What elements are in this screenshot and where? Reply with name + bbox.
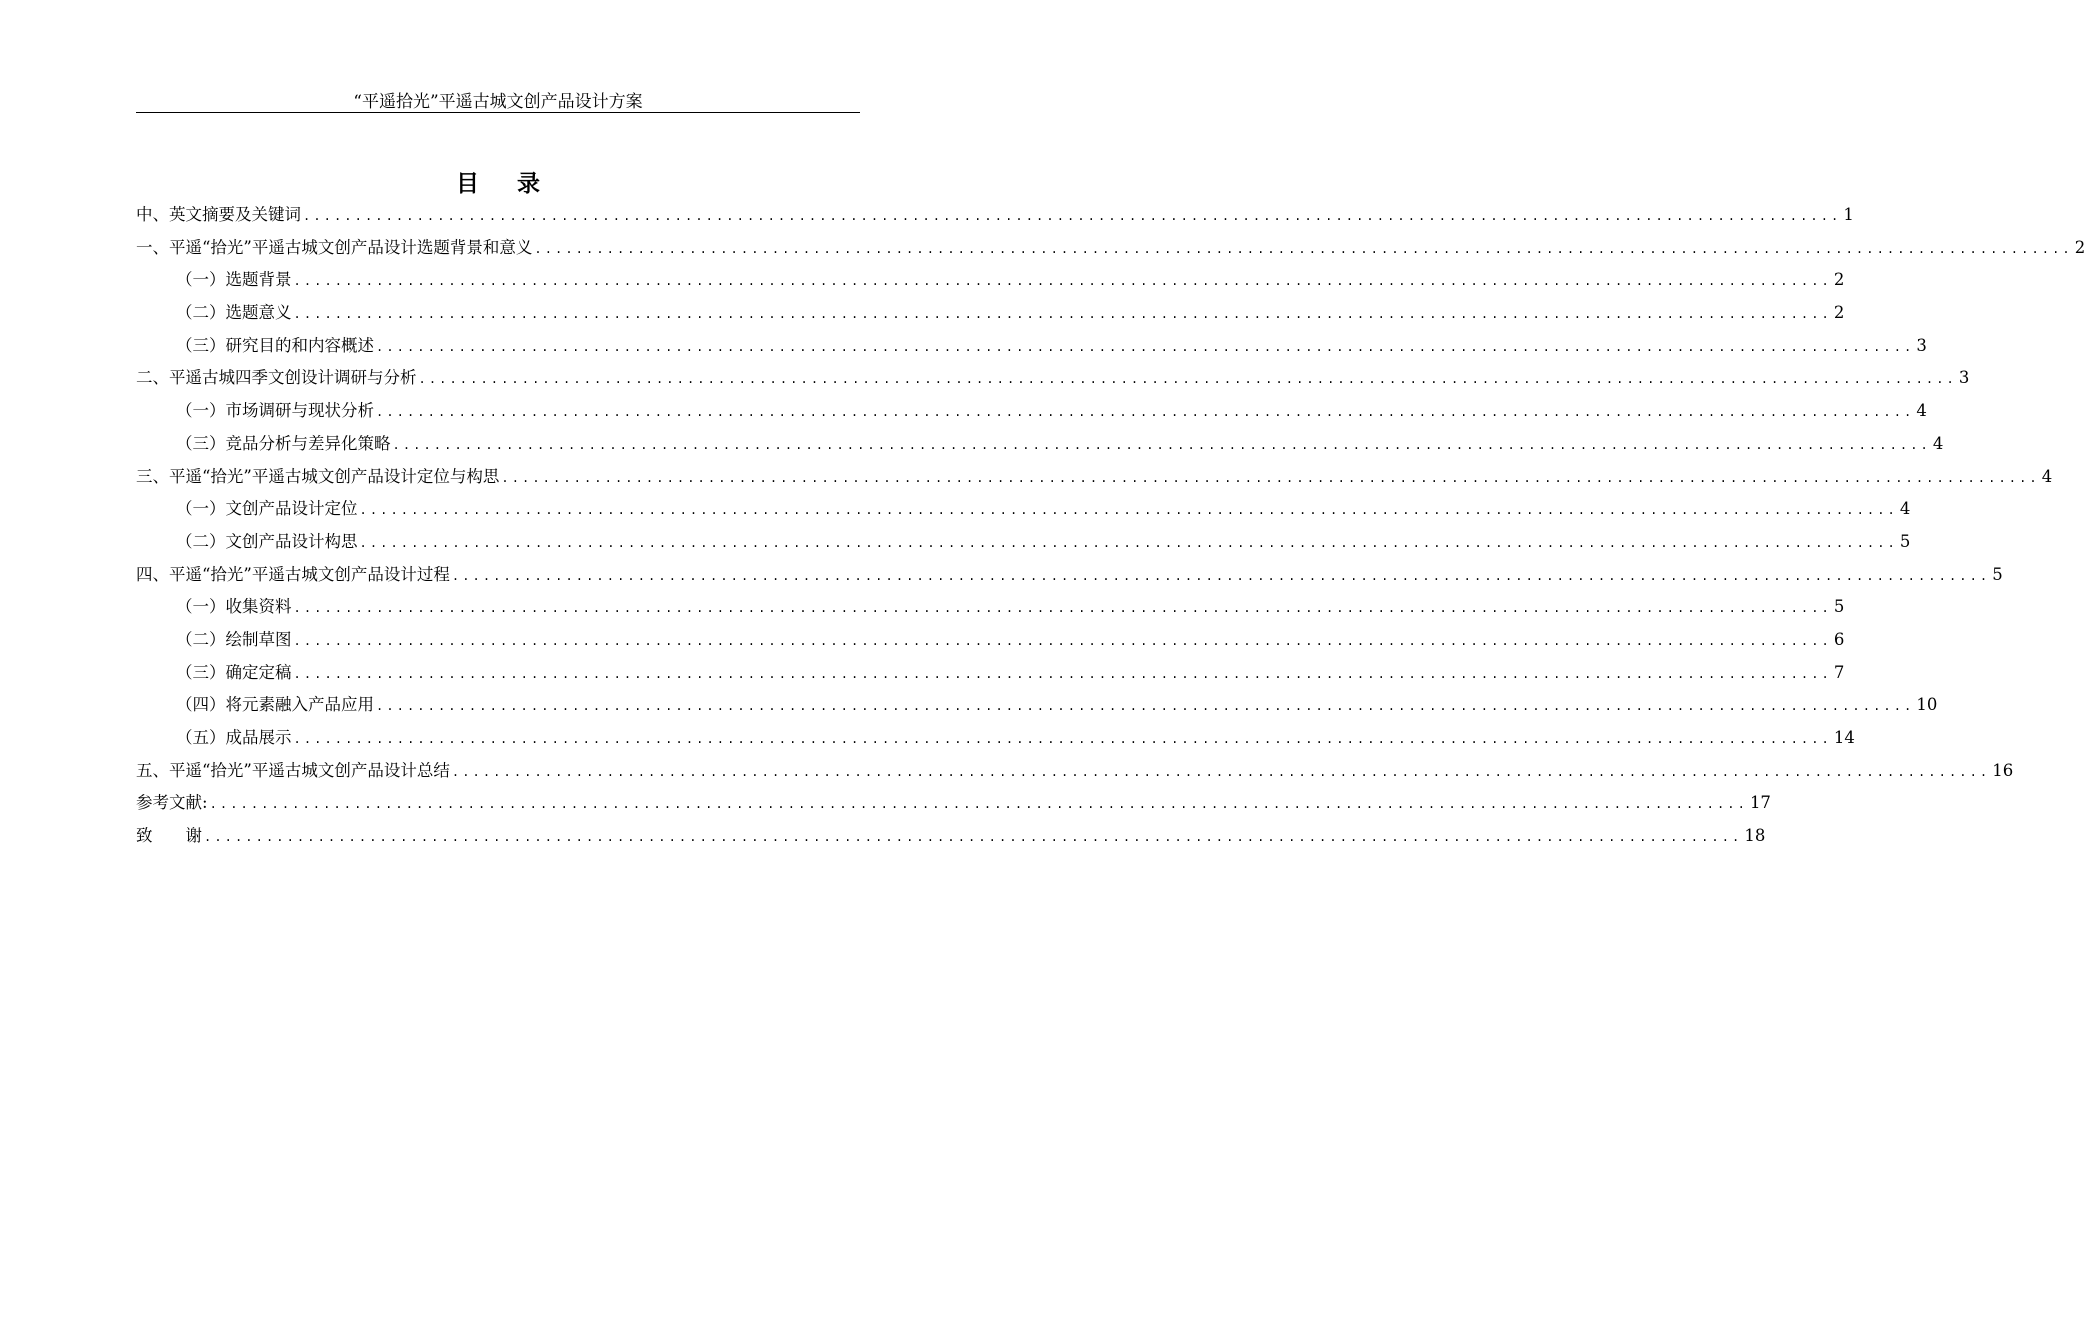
toc-entry-page: 10 [1916,695,1938,715]
toc-entry-page: 2 [1833,303,1845,323]
toc-entry-label: （三）研究目的和内容概述 [176,335,374,355]
toc-dot-leader: ..................................................................................................................................................... [534,241,2073,256]
toc-entry-label: （一）文创产品设计定位 [176,499,358,519]
toc-entry-page: 4 [1899,499,1911,519]
toc-dot-leader: ..................................................................................................................................................... [293,274,1832,289]
toc-entry[interactable] [136,264,1845,297]
toc-entry[interactable] [136,657,1845,690]
toc-entry-label: 参考文献: [136,793,208,813]
toc-entry[interactable] [136,755,2014,788]
toc-dot-leader: ..................................................................................................................................................... [376,339,1915,354]
toc-entry-label: （一）收集资料 [176,597,292,617]
toc-entry-label: 一、平遥“拾光”平遥古城文创产品设计选题背景和意义 [136,237,533,257]
toc-entry-label: 四、平遥“拾光”平遥古城文创产品设计过程 [136,564,450,584]
toc-dot-leader: ..................................................................................................................................................... [501,470,2040,485]
toc-dot-leader: ..................................................................................................................................................... [392,437,1931,452]
toc-dot-leader: ..................................................................................................................................................... [209,797,1748,812]
toc-entry-page: 5 [1992,564,2003,584]
toc-entry[interactable] [136,232,2085,265]
toc-dot-leader: ..................................................................................................................................................... [293,666,1832,681]
toc-entry-label: （一）选题背景 [176,270,292,290]
toc-dot-leader: ..................................................................................................................................................... [451,568,1991,583]
page-header: “平遥拾光”平遥古城文创产品设计方案 [353,92,643,112]
toc-dot-leader: ..................................................................................................................................................... [293,732,1832,746]
toc-entry-page: 16 [1992,760,2014,780]
toc-dot-leader: ..................................................................................................................................................... [293,633,1832,648]
toc-entry[interactable] [136,362,1970,395]
toc-dot-leader: ..................................................................................................................................................... [204,830,1743,845]
toc-entry-page: 4 [2041,466,2053,486]
toc-entry-label: （三）确定定稿 [176,662,292,682]
toc-entry-page: 4 [1916,401,1927,421]
toc-dot-leader: ..................................................................................................................................................... [293,307,1832,322]
toc-entry-page: 14 [1833,728,1855,747]
toc-entry-label: （四）将元素融入产品应用 [176,695,374,715]
toc-entry-label: 三、平遥“拾光”平遥古城文创产品设计定位与构思 [136,466,500,486]
toc-dot-leader: ..................................................................................................................................................... [303,209,1842,223]
header-rule [136,112,860,113]
toc-entry-label: 致 谢 [136,826,202,846]
toc-entry-label: （一）市场调研与现状分析 [176,401,374,421]
toc-entry-label: （二）文创产品设计构思 [176,531,358,551]
toc-entry-page: 2 [1833,270,1845,290]
toc-entry-page: 17 [1749,793,1771,813]
toc-entry[interactable] [136,493,1911,526]
toc-entry[interactable] [136,722,1855,755]
toc-entry-page: 2 [2074,237,2085,257]
toc-entry-label: （五）成品展示 [176,728,292,747]
toc-entry-label: 中、英文摘要及关键词 [136,205,301,224]
toc-entry[interactable] [136,624,1845,657]
toc-dot-leader: ..................................................................................................................................................... [293,601,1832,616]
toc-entry[interactable] [136,428,1944,461]
toc-dot-leader: ..................................................................................................................................................... [359,535,1898,550]
toc-entry[interactable] [136,395,1927,428]
toc-list [136,199,2085,853]
toc-entry-label: 二、平遥古城四季文创设计调研与分析 [136,368,417,388]
toc-entry[interactable] [136,591,1845,624]
toc-dot-leader: ..................................................................................................................................................... [359,503,1898,518]
toc-entry-page: 1 [1843,205,1854,224]
toc-entry[interactable] [136,559,2003,592]
toc-title: 目录 [456,171,578,197]
toc-entry-page: 4 [1932,433,1944,453]
toc-entry-page: 7 [1833,662,1845,682]
toc-entry[interactable] [136,689,1938,722]
toc-entry-page: 6 [1833,629,1845,649]
toc-entry[interactable] [136,787,1771,820]
toc-entry-page: 5 [1899,531,1911,551]
toc-entry[interactable] [136,526,1911,559]
toc-entry[interactable] [136,199,1854,232]
toc-dot-leader: ..................................................................................................................................................... [451,764,1991,779]
toc-entry-page: 18 [1744,826,1766,846]
toc-dot-leader: ..................................................................................................................................................... [418,372,1957,387]
toc-entry-page: 3 [1958,368,1970,388]
toc-entry[interactable] [136,297,1845,330]
toc-entry[interactable] [136,461,2053,494]
toc-entry[interactable] [136,820,1766,853]
toc-entry[interactable] [136,330,1927,363]
toc-entry-label: （三）竞品分析与差异化策略 [176,433,391,453]
toc-dot-leader: ..................................................................................................................................................... [376,405,1915,420]
toc-entry-label: （二）绘制草图 [176,629,292,649]
toc-dot-leader: ..................................................................................................................................................... [376,699,1915,714]
toc-entry-label: 五、平遥“拾光”平遥古城文创产品设计总结 [136,760,450,780]
toc-entry-page: 5 [1833,597,1845,617]
toc-entry-label: （二）选题意义 [176,303,292,323]
toc-entry-page: 3 [1916,335,1927,355]
